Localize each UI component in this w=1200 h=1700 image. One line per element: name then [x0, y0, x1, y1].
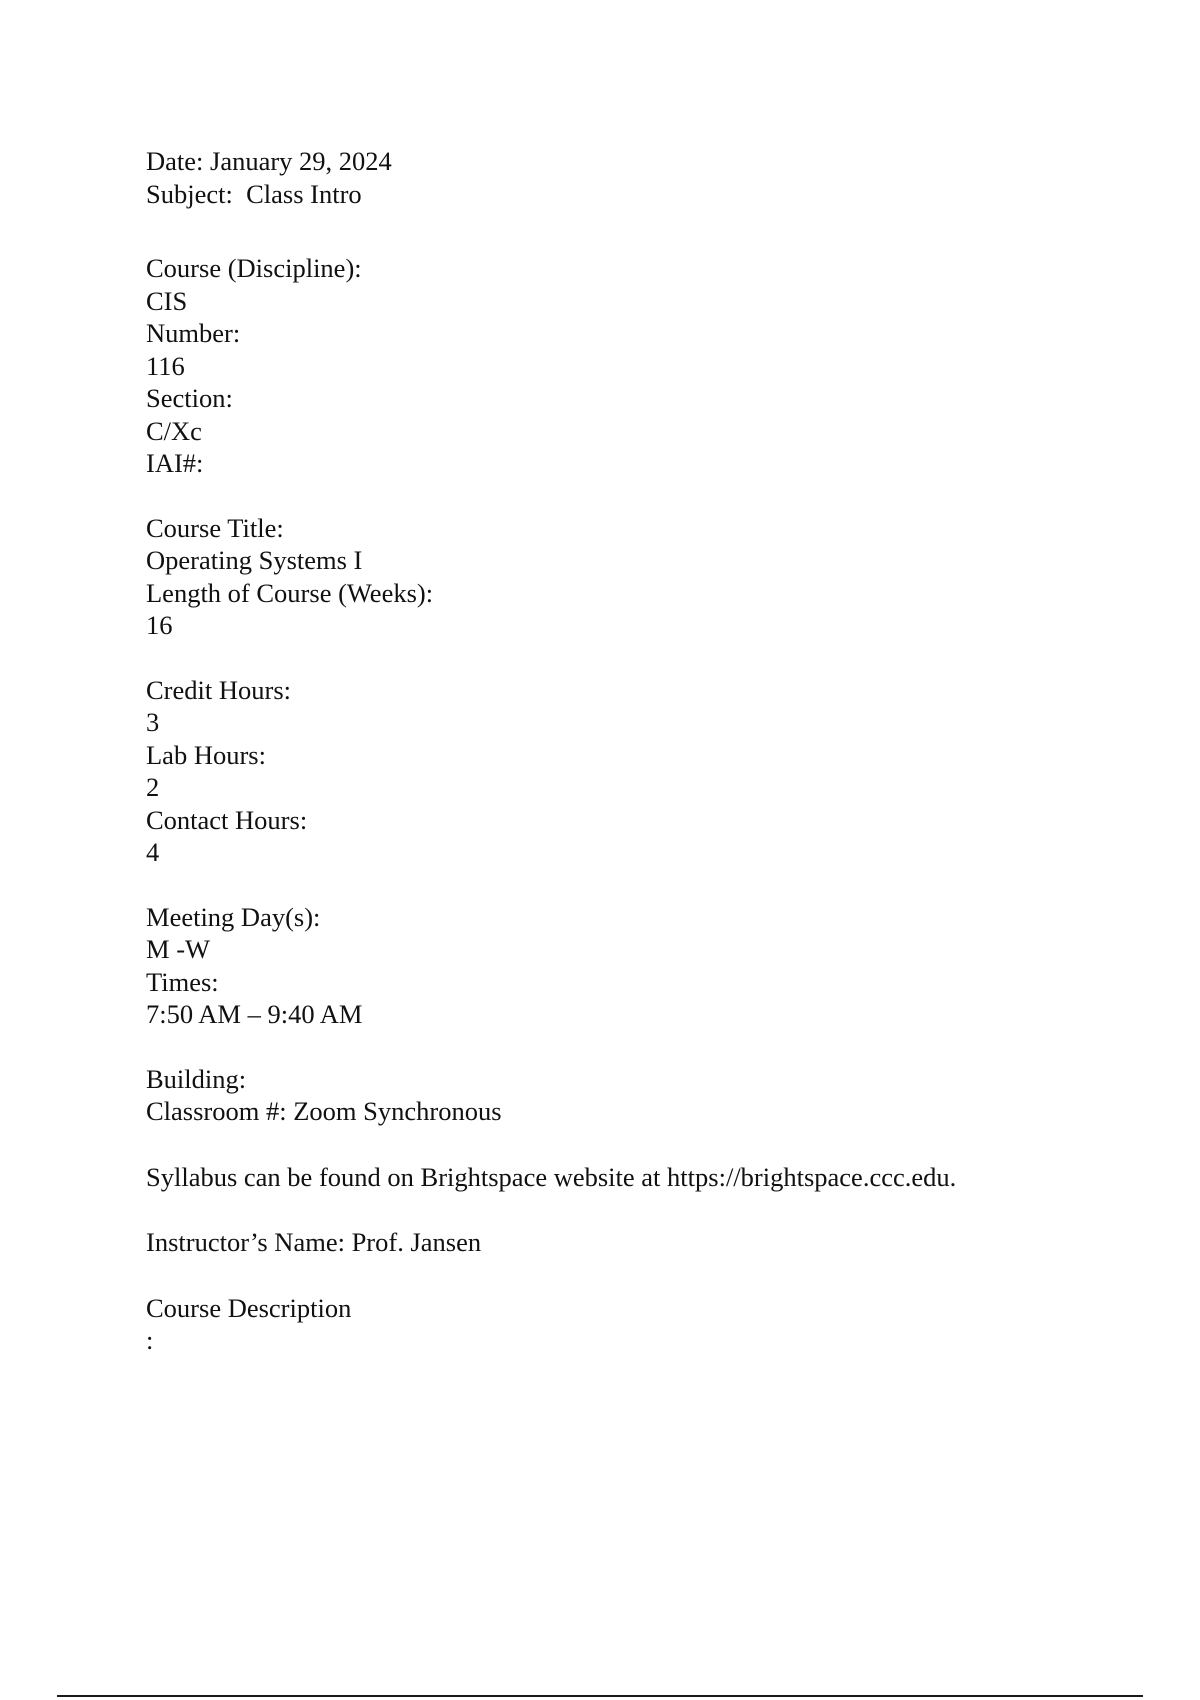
classroom-line: Classroom #: Zoom Synchronous — [146, 1096, 502, 1126]
course-description-colon: : — [146, 1325, 154, 1355]
times-value: 7:50 AM – 9:40 AM — [146, 999, 363, 1029]
lab-hours-label: Lab Hours: — [146, 739, 266, 770]
discipline-label: Course (Discipline): — [146, 253, 362, 283]
iai-label: IAI#: — [146, 448, 204, 478]
times-label: Times: — [146, 966, 219, 997]
building-label: Building: — [146, 1063, 247, 1094]
document-body — [146, 145, 1146, 1357]
subject-line: Subject: Class Intro — [146, 178, 362, 209]
credit-hours-label: Credit Hours: — [146, 674, 291, 705]
credit-hours-value: 3 — [146, 707, 160, 737]
meeting-days-value: M -W — [146, 934, 211, 964]
contact-hours-label: Contact Hours: — [146, 804, 308, 835]
footer-divider — [57, 1695, 1143, 1697]
section-value: C/Xc — [146, 415, 202, 446]
discipline-value: CIS — [146, 285, 188, 316]
number-value: 116 — [146, 350, 185, 381]
course-title-value: Operating Systems I — [146, 545, 363, 575]
course-description-label: Course Description — [146, 1292, 352, 1323]
syllabus-line: Syllabus can be found on Brightspace website at https://brightspace.ccc.edu. — [146, 1161, 957, 1192]
course-block — [146, 252, 1146, 480]
title-block — [146, 512, 1146, 642]
location-block — [146, 1063, 1146, 1128]
contact-hours-value: 4 — [146, 837, 160, 867]
date-line: Date: January 29, 2024 — [146, 146, 392, 176]
number-label: Number: — [146, 318, 241, 348]
course-length-label: Length of Course (Weeks): — [146, 577, 434, 608]
description-block — [146, 1292, 1146, 1357]
course-length-value: 16 — [146, 610, 173, 640]
lab-hours-value: 2 — [146, 772, 160, 802]
schedule-block — [146, 901, 1146, 1031]
instructor-block — [146, 1226, 1146, 1259]
syllabus-block — [146, 1161, 1146, 1194]
section-label: Section: — [146, 383, 233, 413]
header-block — [146, 145, 1146, 210]
meeting-days-label: Meeting Day(s): — [146, 901, 321, 932]
instructor-line: Instructor’s Name: Prof. Jansen — [146, 1227, 482, 1257]
course-title-label: Course Title: — [146, 512, 284, 543]
hours-block — [146, 674, 1146, 869]
